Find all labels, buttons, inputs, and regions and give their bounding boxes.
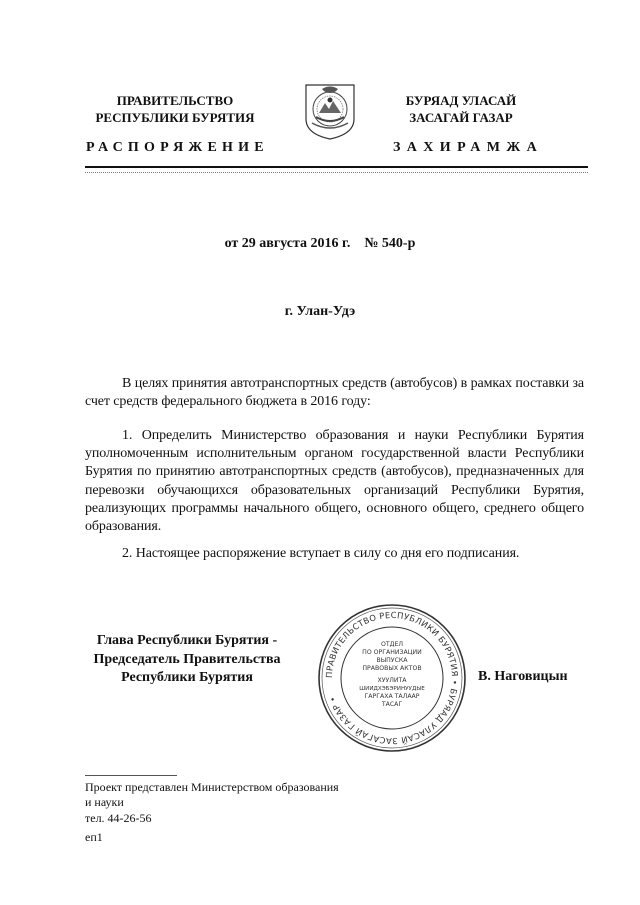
seal-line1: ОТДЕЛ: [380, 641, 404, 648]
issuer-bur: [386, 92, 536, 126]
footnote-line1: Проект представлен Министерством образования: [85, 780, 339, 794]
signatory-title-line1: Глава Республики Бурятия -: [96, 633, 278, 648]
city: г. Улан-Удэ: [284, 304, 356, 319]
seal-line3: ВЫПУСКА: [376, 657, 408, 664]
footnote: [85, 780, 339, 845]
seal-line7: ГАРГАХА ТАЛААР: [364, 693, 420, 700]
signatory-title: [78, 632, 296, 688]
issuer-ru-line1: ПРАВИТЕЛЬСТВО: [116, 93, 234, 108]
footnote-divider: [85, 775, 177, 776]
header-divider: [85, 166, 588, 168]
doc-type-bur: ЗАХИРАМЖА: [393, 140, 544, 155]
paragraph-intro: В целях принятия автотранспортных средств (автобусов) в рамках поставки за счет средств федерального бюджета в 2016 году:: [85, 376, 584, 410]
seal-line5: ХУУЛИТА: [377, 677, 407, 684]
issuer-bur-line2: ЗАСАГАЙ ГАЗАР: [409, 110, 513, 125]
issuer-ru: [82, 92, 268, 126]
seal-line4: ПРАВОВЫХ АКТОВ: [362, 665, 422, 672]
seal-ring-text: ПРАВИТЕЛЬСТВО РЕСПУБЛИКИ БУРЯТИЯ • БУРЯАД УЛАСАЙ ЗАСАГАЙ ГАЗАР •: [323, 609, 461, 747]
footnote-code: еп1: [85, 829, 103, 844]
coat-of-arms-emblem: [300, 79, 360, 141]
doc-type-ru: РАСПОРЯЖЕНИЕ: [86, 140, 269, 155]
seal-line8: ТАСАГ: [381, 701, 403, 708]
paragraph-item-1: 1. Определить Министерство образования и науки Республики Бурятия уполномоченным исполнительным органом государственной власти Республики Бурятия по принятию автотранспортных средств (автобусов), предназначенных для перевозки обучающихся образовательных организаций Республики Бурятия, реализующих программы начального общего, основного общего, среднего общего образования.: [85, 428, 584, 535]
paragraph-item-2: 2. Настоящее распоряжение вступает в силу со дня его подписания.: [122, 546, 520, 561]
document-number: № 540-р: [364, 236, 416, 251]
issuer-bur-line1: БУРЯАД УЛАСАЙ: [405, 93, 517, 108]
issuer-ru-line2: РЕСПУБЛИКИ БУРЯТИЯ: [95, 110, 255, 125]
seal-line2: ПО ОРГАНИЗАЦИИ: [362, 649, 422, 656]
signatory-title-line3: Республики Бурятия: [121, 670, 253, 685]
document-date: от 29 августа 2016 г.: [224, 236, 351, 251]
seal-line6: ШИИДХЭБЭРИНУУДЫЕ: [359, 686, 425, 692]
signatory-name: В. Наговицын: [478, 669, 568, 684]
official-seal-stamp: [316, 602, 468, 754]
signatory-title-line2: Председатель Правительства: [93, 651, 281, 667]
date-number-line: [0, 236, 640, 252]
footnote-phone: тел. 44-26-56: [85, 810, 152, 825]
header-dotted-divider: [85, 172, 588, 173]
footnote-line2: и науки: [85, 795, 124, 810]
